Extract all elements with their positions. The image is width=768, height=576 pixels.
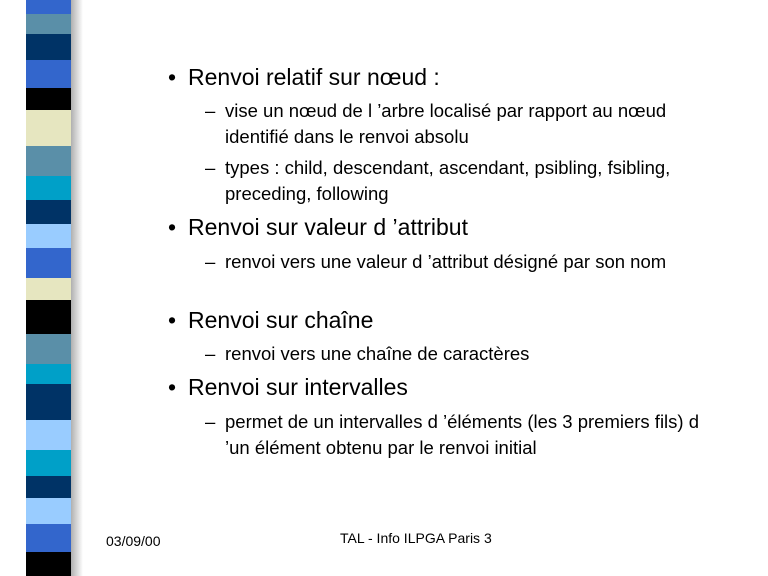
stripe-block <box>26 224 71 248</box>
stripe-block <box>26 176 71 200</box>
stripe-shadow <box>71 0 83 576</box>
sub-bullet-text: vise un nœud de l ’arbre localisé par rapport au nœud identifié dans le renvoi absolu <box>225 100 667 147</box>
bullet-dot: • <box>168 307 177 333</box>
stripe-block <box>26 552 71 576</box>
stripe-block <box>26 300 71 334</box>
stripe-block <box>26 476 71 498</box>
sub-bullet-text: renvoi vers une valeur d ’attribut désigné par son nom <box>225 251 667 272</box>
stripe-block <box>26 278 71 300</box>
dash-mark: – <box>205 411 216 432</box>
stripe-block <box>26 146 71 176</box>
bullet-intervals <box>168 374 408 400</box>
stripe-block <box>26 334 71 364</box>
stripe-block <box>26 110 71 146</box>
sub-bullet <box>205 341 705 367</box>
bullet-text: Renvoi sur chaîne <box>188 307 374 333</box>
bullet-attribute-value <box>168 214 468 240</box>
dash-mark: – <box>205 157 216 178</box>
stripe-block <box>26 450 71 476</box>
stripe-block <box>26 34 71 60</box>
stripe-block <box>26 60 71 88</box>
bullet-string <box>168 307 373 333</box>
footer-date: 03/09/00 <box>106 533 161 549</box>
stripe-block <box>26 420 71 450</box>
bullet-dot: • <box>168 214 177 240</box>
decorative-stripe <box>26 0 71 576</box>
stripe-block <box>26 0 71 14</box>
dash-mark: – <box>205 343 216 364</box>
bullet-text: Renvoi sur intervalles <box>188 374 408 400</box>
sub-bullet-text: permet de un intervalles d ’éléments (les 3 premiers fils) d ’un élément obtenu par le renvoi initial <box>225 411 699 458</box>
sub-bullet <box>205 98 705 150</box>
dash-mark: – <box>205 251 216 272</box>
dash-mark: – <box>205 100 216 121</box>
footer-title: TAL - Info ILPGA Paris 3 <box>340 530 492 546</box>
stripe-block <box>26 524 71 552</box>
stripe-block <box>26 14 71 34</box>
sub-bullet <box>205 155 705 207</box>
sub-bullet <box>205 409 705 461</box>
stripe-block <box>26 384 71 420</box>
bullet-dot: • <box>168 64 177 90</box>
stripe-block <box>26 248 71 278</box>
stripe-block <box>26 88 71 110</box>
bullet-text: Renvoi sur valeur d ’attribut <box>188 214 468 240</box>
bullet-dot: • <box>168 374 177 400</box>
sub-bullet-text: types : child, descendant, ascendant, psibling, fsibling, preceding, following <box>225 157 671 204</box>
bullet-relative-node <box>168 64 440 90</box>
bullet-text: Renvoi relatif sur nœud : <box>188 64 440 90</box>
stripe-block <box>26 364 71 384</box>
sub-bullet <box>205 249 705 275</box>
stripe-block <box>26 200 71 224</box>
sub-bullet-text: renvoi vers une chaîne de caractères <box>225 343 530 364</box>
stripe-block <box>26 498 71 524</box>
